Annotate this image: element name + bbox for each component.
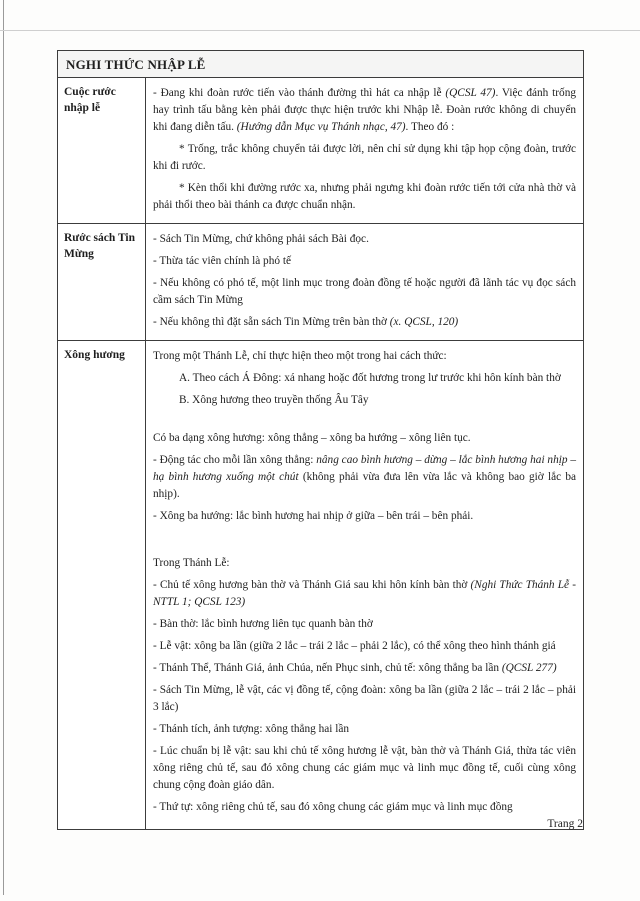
paragraph — [153, 555, 576, 572]
body-text: - Xông ba hướng: lắc bình hương hai nhịp ở giữa – bên trái – bên phải. — [153, 510, 474, 522]
liturgy-rubrics-table — [57, 50, 584, 830]
body-text: - Thánh Thể, Thánh Giá, ảnh Chúa, nến Phục sinh, chủ tế: xông thẳng ba lần — [153, 662, 502, 674]
body-text: (không phải vừa đưa lên vừa lắc và không bao giờ lắc ba nhịp). — [153, 471, 576, 500]
citation-text: (QCSL 47) — [445, 87, 496, 99]
body-text: - Thừa tác viên chính là phó tế — [153, 255, 291, 267]
paragraph — [153, 743, 576, 794]
paragraph — [153, 638, 576, 655]
table-row — [58, 78, 583, 224]
row-label: Rước sách Tin Mừng — [58, 224, 146, 340]
paragraph — [153, 231, 576, 248]
body-text: . Việc đánh trống hay trình tấu bằng kèn phải được thực hiện trước khi Nhập lễ. Đoàn rước không di chuyển khi đang diễn tấu. — [153, 87, 576, 133]
paragraph — [153, 253, 576, 270]
body-text: * Kèn thổi khi đường rước xa, nhưng phải ngưng khi đoàn rước tiến tới cửa nhà thờ và phải thổi theo bài thánh ca được chuẩn nhận. — [153, 182, 576, 211]
paragraph — [153, 275, 576, 309]
body-text: - Nếu không có phó tế, một linh mục trong đoàn đồng tế hoặc người đã lãnh tác vụ đọc sách cầm sách Tin Mừng — [153, 277, 576, 306]
citation-text: (QCSL 277) — [501, 662, 557, 674]
paragraph — [153, 682, 576, 716]
body-text: - Chủ tế xông hương bàn thờ và Thánh Giá sau khi hôn kính bàn thờ — [153, 579, 471, 591]
paragraph — [153, 180, 576, 214]
body-text: Trong một Thánh Lễ, chỉ thực hiện theo một trong hai cách thức: — [153, 350, 447, 362]
table-row — [58, 224, 583, 341]
paragraph — [153, 392, 576, 409]
body-text: - Thứ tự: xông riêng chủ tế, sau đó xông chung các giám mục và linh mục đồng — [153, 801, 513, 813]
paragraph — [153, 508, 576, 525]
body-text: B. Xông hương theo truyền thống Âu Tây — [179, 394, 369, 406]
body-text: - Đang khi đoàn rước tiến vào thánh đường thì hát ca nhập lễ — [153, 87, 446, 99]
paragraph — [153, 452, 576, 503]
citation-text: (Hướng dẫn Mục vụ Thánh nhạc, 47) — [236, 121, 406, 133]
row-content — [146, 78, 583, 223]
paragraph — [153, 314, 576, 331]
row-content — [146, 224, 583, 340]
row-label: Cuộc rước nhập lễ — [58, 78, 146, 223]
row-content — [146, 341, 583, 829]
body-text: Trong Thánh Lễ: — [153, 557, 230, 569]
paragraph — [153, 799, 576, 816]
body-text: - Sách Tin Mừng, lễ vật, các vị đồng tế, cộng đoàn: xông ba lần (giữa 2 lắc – trái 2 lắc – phải 3 lắc) — [153, 684, 576, 713]
row-label: Xông hương — [58, 341, 146, 829]
paragraph — [153, 141, 576, 175]
body-text: - Lúc chuẩn bị lễ vật: sau khi chủ tế xông hương lễ vật, bàn thờ và Thánh Giá, thừa tác viên xông riêng chủ tế, sau đó xông chung các giám mục và linh mục đồng tế, cuối cùng xông chung cộng đoàn giáo dân. — [153, 745, 576, 791]
paragraph — [153, 430, 576, 447]
paragraph — [153, 721, 576, 738]
body-text: - Bàn thờ: lắc bình hương liên tục quanh bàn thờ — [153, 618, 373, 630]
scan-edge-line — [3, 0, 4, 895]
paragraph — [153, 348, 576, 365]
paragraph — [153, 370, 576, 387]
table-title: NGHI THỨC NHẬP LỄ — [58, 51, 583, 78]
body-text: - Động tác cho mỗi lần xông thẳng: — [153, 454, 317, 466]
body-text: - Sách Tin Mừng, chứ không phải sách Bài đọc. — [153, 233, 369, 245]
table-body — [58, 78, 583, 829]
scan-artifact-line — [0, 30, 640, 31]
body-text: A. Theo cách Á Đông: xá nhang hoặc đốt hương trong lư trước khi hôn kính bàn thờ — [179, 372, 561, 384]
table-row — [58, 341, 583, 829]
body-text: - Lễ vật: xông ba lần (giữa 2 lắc – trái 2 lắc – phải 2 lắc), có thể xông theo hình thánh giá — [153, 640, 556, 652]
paragraph — [153, 616, 576, 633]
citation-text: (x. QCSL, 120) — [389, 316, 459, 328]
body-text: - Thánh tích, ảnh tượng: xông thẳng hai lần — [153, 723, 350, 735]
page-number: Trang 2 — [547, 818, 583, 830]
body-text: Có ba dạng xông hương: xông thẳng – xông ba hướng – xông liên tục. — [153, 432, 471, 444]
body-text: * Trống, trắc không chuyển tải được lời, nên chỉ sử dụng khi tập họp cộng đoàn, trước khi đi rước. — [153, 143, 576, 172]
paragraph — [153, 660, 576, 677]
body-text: . Theo đó : — [405, 121, 455, 133]
paragraph — [153, 577, 576, 611]
citation-text: nâng cao bình hương – dừng – lắc bình hương hai nhịp – hạ bình hương xuống một chút — [153, 454, 576, 483]
citation-text: (Nghi Thức Thánh Lễ - NTTL 1; QCSL 123) — [153, 579, 576, 608]
body-text: - Nếu không thì đặt sẵn sách Tin Mừng trên bàn thờ — [153, 316, 390, 328]
paragraph — [153, 85, 576, 136]
